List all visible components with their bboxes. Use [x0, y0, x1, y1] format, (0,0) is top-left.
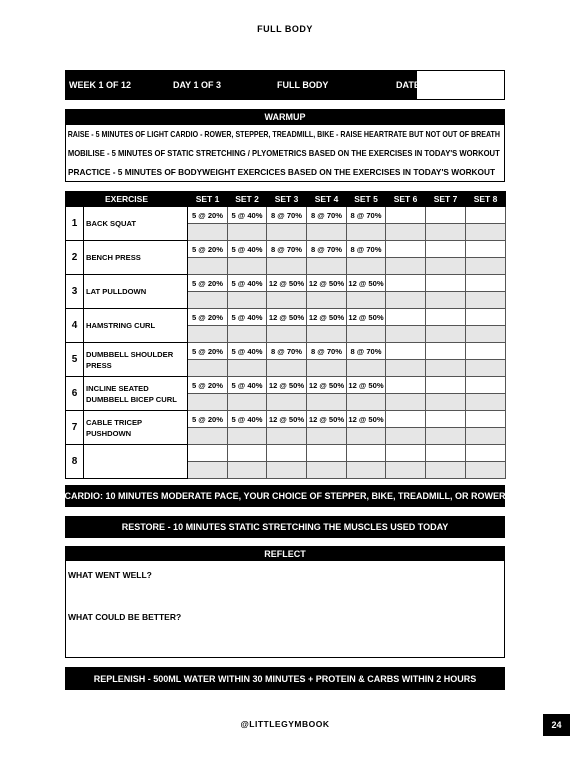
set-target-cell[interactable]: 12 @ 50% [307, 275, 347, 292]
set-target-cell[interactable]: 8 @ 70% [307, 241, 347, 258]
set-log-cell[interactable] [188, 224, 228, 241]
set-log-cell[interactable] [307, 326, 347, 343]
set-target-cell[interactable] [426, 275, 466, 292]
set-target-cell[interactable] [426, 377, 466, 394]
set-target-cell[interactable] [466, 411, 506, 428]
set-log-cell[interactable] [188, 258, 228, 275]
col-header-exercise: EXERCISE [66, 192, 188, 207]
set-target-cell[interactable]: 12 @ 50% [347, 411, 386, 428]
set-log-cell[interactable] [466, 224, 506, 241]
set-log-cell[interactable] [228, 224, 267, 241]
exercise-number: 8 [66, 445, 84, 479]
set-log-cell[interactable] [386, 292, 426, 309]
set-target-cell[interactable]: 5 @ 20% [188, 275, 228, 292]
table-row [66, 377, 506, 394]
set-target-cell[interactable] [347, 445, 386, 462]
set-target-cell[interactable]: 12 @ 50% [267, 309, 307, 326]
set-target-cell[interactable]: 8 @ 70% [347, 207, 386, 224]
set-log-cell[interactable] [307, 360, 347, 377]
set-log-cell[interactable] [347, 462, 386, 479]
set-log-cell[interactable] [267, 428, 307, 445]
set-target-cell[interactable]: 12 @ 50% [347, 275, 386, 292]
set-log-cell[interactable] [386, 428, 426, 445]
exercise-number: 6 [66, 377, 84, 411]
day-label: DAY 1 OF 3 [173, 80, 222, 90]
set-log-cell[interactable] [188, 360, 228, 377]
set-target-cell[interactable]: 5 @ 20% [188, 411, 228, 428]
exercise-number: 2 [66, 241, 84, 275]
set-target-cell[interactable]: 12 @ 50% [267, 411, 307, 428]
set-log-cell[interactable] [347, 326, 386, 343]
set-log-cell[interactable] [347, 224, 386, 241]
set-log-cell[interactable] [347, 394, 386, 411]
set-log-cell[interactable] [267, 462, 307, 479]
set-target-cell[interactable]: 5 @ 40% [228, 241, 267, 258]
set-target-cell[interactable]: 5 @ 20% [188, 241, 228, 258]
set-target-cell[interactable]: 8 @ 70% [347, 343, 386, 360]
set-log-cell[interactable] [347, 258, 386, 275]
table-row [66, 343, 506, 360]
reflect-box[interactable] [65, 561, 505, 658]
set-log-cell[interactable] [228, 428, 267, 445]
set-target-cell[interactable]: 12 @ 50% [307, 377, 347, 394]
header-bar [65, 70, 505, 100]
set-log-cell[interactable] [228, 326, 267, 343]
set-target-cell[interactable] [426, 241, 466, 258]
set-target-cell[interactable]: 5 @ 40% [228, 309, 267, 326]
set-log-cell[interactable] [307, 258, 347, 275]
set-log-cell[interactable] [386, 360, 426, 377]
exercise-name [84, 445, 188, 479]
exercise-number: 3 [66, 275, 84, 309]
date-label: DATE [396, 80, 420, 90]
set-target-cell[interactable] [386, 241, 426, 258]
reflect-heading: REFLECT [65, 546, 505, 561]
footer-handle: @LITTLEGYMBOOK [240, 719, 330, 729]
set-target-cell[interactable]: 12 @ 50% [347, 377, 386, 394]
warmup-mobilise: MOBILISE - 5 MINUTES OF STATIC STRETCHING / PLYOMETRICS BASED ON THE EXERCISES IN TODAY'S WORKOUT [67, 148, 500, 158]
set-log-cell[interactable] [228, 292, 267, 309]
reflect-question-better: WHAT COULD BE BETTER? [68, 612, 182, 622]
set-log-cell[interactable] [426, 292, 466, 309]
set-log-cell[interactable] [267, 394, 307, 411]
set-log-cell[interactable] [426, 224, 466, 241]
set-log-cell[interactable] [466, 292, 506, 309]
week-label: WEEK 1 OF 12 [69, 80, 132, 90]
date-field[interactable] [417, 71, 504, 99]
cardio-bar: CARDIO: 10 MINUTES MODERATE PACE, YOUR CHOICE OF STEPPER, BIKE, TREADMILL, OR ROWER [65, 485, 505, 507]
set-log-cell[interactable] [386, 326, 426, 343]
table-row [66, 445, 506, 462]
set-log-cell[interactable] [188, 292, 228, 309]
exercise-name: CABLE TRICEP PUSHDOWN [84, 411, 188, 445]
col-header-set7: SET 7 [426, 192, 466, 207]
set-target-cell[interactable] [466, 377, 506, 394]
page-number: 24 [543, 714, 570, 736]
header-black-section [66, 71, 420, 99]
page-title: FULL BODY [257, 24, 313, 34]
set-log-cell[interactable] [347, 428, 386, 445]
set-target-cell[interactable] [426, 309, 466, 326]
col-header-set2: SET 2 [228, 192, 267, 207]
set-target-cell[interactable] [426, 343, 466, 360]
set-target-cell[interactable]: 5 @ 40% [228, 377, 267, 394]
set-target-cell[interactable] [386, 377, 426, 394]
set-target-cell[interactable]: 8 @ 70% [267, 241, 307, 258]
exercise-table [65, 191, 506, 479]
exercise-number: 4 [66, 309, 84, 343]
set-target-cell[interactable]: 8 @ 70% [347, 241, 386, 258]
set-log-cell[interactable] [426, 428, 466, 445]
set-target-cell[interactable]: 5 @ 40% [228, 411, 267, 428]
exercise-name: INCLINE SEATED DUMBBELL BICEP CURL [84, 377, 188, 411]
set-target-cell[interactable]: 12 @ 50% [267, 275, 307, 292]
set-target-cell[interactable] [466, 309, 506, 326]
exercise-name: BENCH PRESS [84, 241, 188, 275]
table-header-row [66, 192, 506, 207]
warmup-box [65, 125, 505, 182]
set-log-cell[interactable] [188, 326, 228, 343]
set-log-cell[interactable] [386, 224, 426, 241]
set-target-cell[interactable]: 5 @ 40% [228, 275, 267, 292]
set-target-cell[interactable] [466, 241, 506, 258]
set-log-cell[interactable] [228, 462, 267, 479]
reflect-question-well: WHAT WENT WELL? [68, 570, 152, 580]
set-target-cell[interactable]: 5 @ 20% [188, 207, 228, 224]
warmup-heading: WARMUP [65, 109, 505, 125]
set-target-cell[interactable] [466, 207, 506, 224]
table-row [66, 275, 506, 292]
warmup-practice: PRACTICE - 5 MINUTES OF BODYWEIGHT EXERCICES BASED ON THE EXERCISES IN TODAY'S WORKOUT [67, 167, 496, 177]
table-row [66, 309, 506, 326]
set-target-cell[interactable]: 8 @ 70% [267, 343, 307, 360]
set-target-cell[interactable]: 5 @ 40% [228, 343, 267, 360]
set-log-cell[interactable] [188, 394, 228, 411]
table-row [66, 411, 506, 428]
set-target-cell[interactable] [307, 445, 347, 462]
exercise-number: 5 [66, 343, 84, 377]
set-log-cell[interactable] [307, 462, 347, 479]
set-log-cell[interactable] [228, 394, 267, 411]
set-log-cell[interactable] [267, 326, 307, 343]
set-target-cell[interactable] [466, 445, 506, 462]
set-target-cell[interactable]: 5 @ 40% [228, 207, 267, 224]
col-header-set5: SET 5 [347, 192, 386, 207]
table-row [66, 207, 506, 224]
set-log-cell[interactable] [267, 292, 307, 309]
col-header-set1: SET 1 [188, 192, 228, 207]
set-log-cell[interactable] [228, 258, 267, 275]
set-log-cell[interactable] [466, 326, 506, 343]
set-target-cell[interactable]: 12 @ 50% [307, 309, 347, 326]
exercise-number: 7 [66, 411, 84, 445]
set-target-cell[interactable]: 5 @ 20% [188, 377, 228, 394]
set-target-cell[interactable] [426, 445, 466, 462]
set-target-cell[interactable]: 5 @ 20% [188, 343, 228, 360]
set-log-cell[interactable] [466, 394, 506, 411]
replenish-bar: REPLENISH - 500ML WATER WITHIN 30 MINUTES + PROTEIN & CARBS WITHIN 2 HOURS [65, 667, 505, 690]
set-log-cell[interactable] [426, 394, 466, 411]
set-log-cell[interactable] [386, 462, 426, 479]
table-row [66, 241, 506, 258]
col-header-set8: SET 8 [466, 192, 506, 207]
warmup-raise: RAISE - 5 MINUTES OF LIGHT CARDIO - ROWER, STEPPER, TREADMILL, BIKE - RAISE HEARTRATE BUT NOT OUT OF BREATH [67, 129, 500, 139]
set-log-cell[interactable] [347, 360, 386, 377]
set-log-cell[interactable] [188, 462, 228, 479]
set-log-cell[interactable] [426, 326, 466, 343]
col-header-set4: SET 4 [307, 192, 347, 207]
set-log-cell[interactable] [426, 258, 466, 275]
set-target-cell[interactable] [386, 343, 426, 360]
set-target-cell[interactable] [188, 445, 228, 462]
col-header-set6: SET 6 [386, 192, 426, 207]
set-target-cell[interactable] [386, 275, 426, 292]
set-log-cell[interactable] [307, 394, 347, 411]
set-target-cell[interactable] [426, 411, 466, 428]
set-log-cell[interactable] [267, 224, 307, 241]
set-target-cell[interactable]: 8 @ 70% [307, 343, 347, 360]
set-target-cell[interactable] [228, 445, 267, 462]
set-target-cell[interactable] [466, 343, 506, 360]
set-target-cell[interactable]: 8 @ 70% [307, 207, 347, 224]
set-target-cell[interactable]: 5 @ 20% [188, 309, 228, 326]
set-target-cell[interactable] [466, 275, 506, 292]
set-log-cell[interactable] [466, 462, 506, 479]
set-log-cell[interactable] [466, 428, 506, 445]
set-log-cell[interactable] [307, 224, 347, 241]
set-log-cell[interactable] [228, 360, 267, 377]
exercise-name: DUMBBELL SHOULDER PRESS [84, 343, 188, 377]
set-log-cell[interactable] [188, 428, 228, 445]
set-log-cell[interactable] [426, 462, 466, 479]
exercise-name: HAMSTRING CURL [84, 309, 188, 343]
set-log-cell[interactable] [466, 258, 506, 275]
set-log-cell[interactable] [386, 258, 426, 275]
set-target-cell[interactable]: 12 @ 50% [307, 411, 347, 428]
set-log-cell[interactable] [386, 394, 426, 411]
set-log-cell[interactable] [267, 258, 307, 275]
set-log-cell[interactable] [267, 360, 307, 377]
set-target-cell[interactable]: 8 @ 70% [267, 207, 307, 224]
set-target-cell[interactable] [386, 309, 426, 326]
set-target-cell[interactable] [426, 207, 466, 224]
set-log-cell[interactable] [307, 292, 347, 309]
restore-bar: RESTORE - 10 MINUTES STATIC STRETCHING THE MUSCLES USED TODAY [65, 516, 505, 538]
set-target-cell[interactable]: 12 @ 50% [347, 309, 386, 326]
set-target-cell[interactable] [386, 411, 426, 428]
set-target-cell[interactable] [386, 445, 426, 462]
set-target-cell[interactable] [386, 207, 426, 224]
set-log-cell[interactable] [347, 292, 386, 309]
exercise-number: 1 [66, 207, 84, 241]
set-log-cell[interactable] [307, 428, 347, 445]
set-target-cell[interactable] [267, 445, 307, 462]
set-log-cell[interactable] [466, 360, 506, 377]
workout-label: FULL BODY [277, 80, 329, 90]
exercise-name: BACK SQUAT [84, 207, 188, 241]
set-target-cell[interactable]: 12 @ 50% [267, 377, 307, 394]
col-header-set3: SET 3 [267, 192, 307, 207]
set-log-cell[interactable] [426, 360, 466, 377]
exercise-name: LAT PULLDOWN [84, 275, 188, 309]
